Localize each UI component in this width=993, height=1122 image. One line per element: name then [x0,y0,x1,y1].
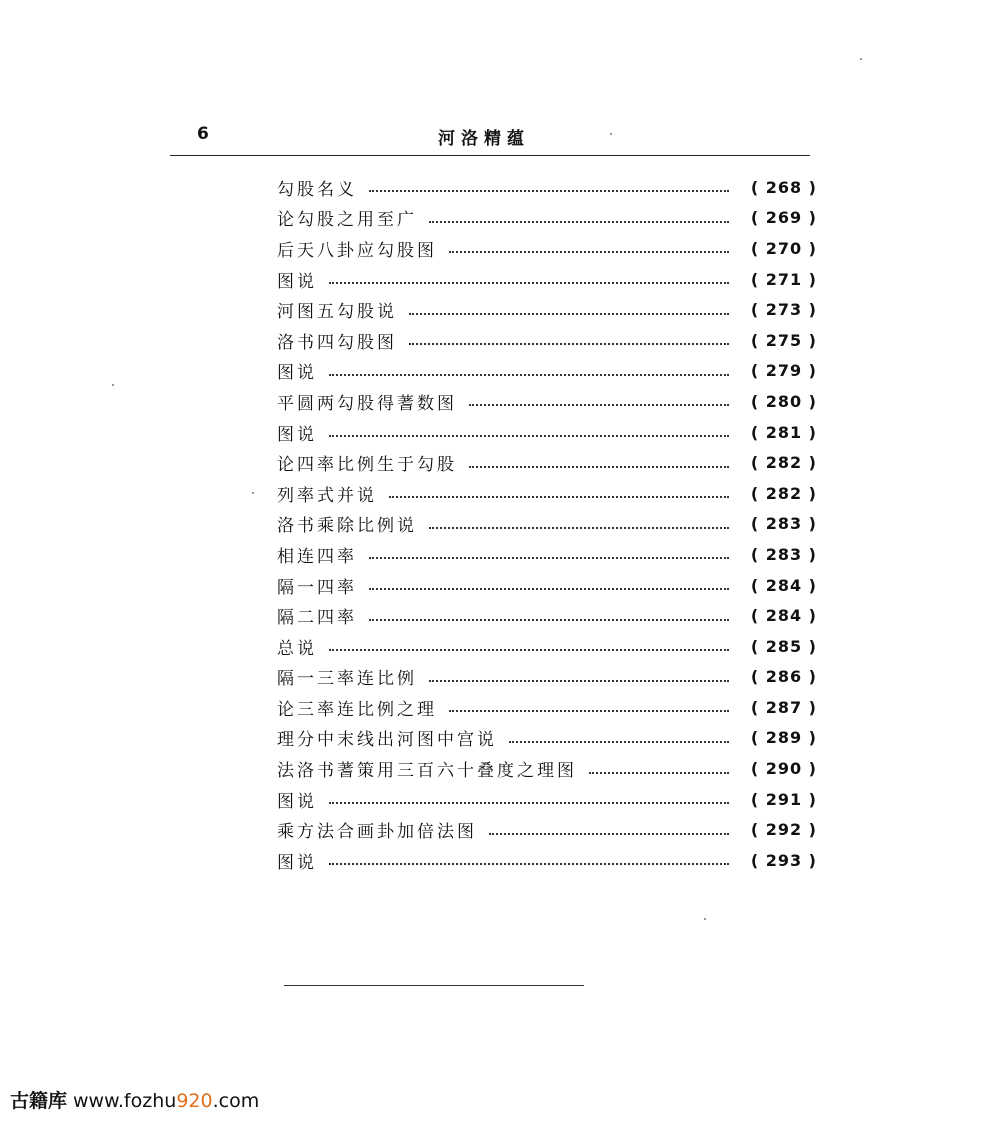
toc-entry [277,386,817,417]
toc-dot-leader [469,464,729,468]
toc-entry [277,845,817,876]
toc-entry-title: 洛书四勾股图 [277,332,397,353]
toc-entry-page: ( 291 ) [750,789,817,809]
toc-entry [277,814,817,845]
header-rule [170,155,810,156]
scan-speck [252,492,254,494]
toc-dot-leader [329,372,729,376]
toc-entry-title: 图说 [277,363,317,384]
toc-entry [277,723,817,754]
toc-entry [277,662,817,693]
scan-speck [610,133,612,135]
toc-entry-title: 勾股名义 [277,179,357,200]
running-title: 河洛精蕴 [438,129,530,149]
toc-dot-leader [429,678,729,682]
toc-entry [277,600,817,631]
toc-dot-leader [449,249,729,253]
toc-dot-leader [429,525,729,529]
toc-entry-page: ( 271 ) [750,269,817,289]
toc-entry-title: 总说 [277,638,317,659]
page-number: 6 [197,124,209,144]
toc-entry-title: 理分中末线出河图中宫说 [277,730,497,751]
toc-dot-leader [509,739,729,743]
toc-entry-page: ( 290 ) [750,759,817,779]
toc-dot-leader [449,708,729,712]
toc-entry-title: 列率式并说 [277,485,377,506]
toc-dot-leader [329,861,729,865]
toc-entry-page: ( 281 ) [750,422,817,442]
toc-entry-title: 相连四率 [277,546,357,567]
toc-entry-title: 图说 [277,791,317,812]
toc-dot-leader [369,617,729,621]
toc-entry-title: 论勾股之用至广 [277,210,417,231]
toc-entry-page: ( 292 ) [750,820,817,840]
footer-rule [284,985,584,986]
watermark [10,1086,259,1113]
scan-speck [112,384,114,386]
toc-entry-title: 后天八卦应勾股图 [277,240,437,261]
toc-dot-leader [429,219,729,223]
toc-dot-leader [369,188,729,192]
toc-entry [277,233,817,264]
toc-entry-page: ( 273 ) [750,300,817,320]
toc-dot-leader [329,647,729,651]
toc-entry-page: ( 270 ) [750,238,817,258]
toc-dot-leader [329,433,729,437]
toc-entry [277,692,817,723]
toc-entry-page: ( 284 ) [750,606,817,626]
toc-dot-leader [369,586,729,590]
toc-entry-title: 隔一三率连比例 [277,669,417,690]
toc-entry [277,356,817,387]
toc-entry [277,753,817,784]
toc-entry-page: ( 279 ) [750,361,817,381]
toc-entry-title: 论四率比例生于勾股 [277,455,457,476]
toc-entry-page: ( 283 ) [750,514,817,534]
toc-dot-leader [369,555,729,559]
toc-entry [277,784,817,815]
toc-entry-page: ( 284 ) [750,575,817,595]
toc-entry-page: ( 293 ) [750,850,817,870]
table-of-contents [277,172,817,876]
toc-entry-page: ( 280 ) [750,391,817,411]
toc-dot-leader [409,311,729,315]
toc-entry-page: ( 287 ) [750,697,817,717]
toc-entry-page: ( 268 ) [750,177,817,197]
toc-entry-page: ( 289 ) [750,728,817,748]
scan-speck [704,918,706,920]
toc-entry-title: 论三率连比例之理 [277,699,437,720]
toc-dot-leader [409,341,729,345]
toc-entry [277,264,817,295]
toc-entry [277,203,817,234]
toc-entry-page: ( 285 ) [750,636,817,656]
watermark-url-prefix: www.fozhu [73,1090,177,1112]
toc-entry [277,417,817,448]
toc-entry-title: 乘方法合画卦加倍法图 [277,822,477,843]
toc-entry-page: ( 282 ) [750,483,817,503]
toc-entry-title: 洛书乘除比例说 [277,516,417,537]
toc-entry-title: 平圆两勾股得蓍数图 [277,393,457,414]
toc-entry [277,447,817,478]
watermark-url-number: 920 [176,1090,213,1112]
toc-entry [277,570,817,601]
toc-entry-title: 图说 [277,271,317,292]
toc-entry [277,478,817,509]
toc-entry-page: ( 269 ) [750,208,817,228]
toc-entry [277,539,817,570]
toc-entry [277,172,817,203]
watermark-site-name: 古籍库 [10,1090,68,1112]
toc-entry-page: ( 286 ) [750,667,817,687]
toc-entry-title: 隔一四率 [277,577,357,598]
toc-entry [277,631,817,662]
toc-entry-page: ( 283 ) [750,544,817,564]
toc-dot-leader [589,770,729,774]
watermark-url-suffix: .com [212,1090,260,1112]
toc-dot-leader [469,402,729,406]
toc-entry-title: 河图五勾股说 [277,302,397,323]
scan-speck [860,58,862,60]
toc-entry [277,509,817,540]
toc-entry-page: ( 275 ) [750,330,817,350]
toc-entry [277,294,817,325]
toc-entry-title: 法洛书蓍策用三百六十叠度之理图 [277,761,577,782]
toc-entry-title: 隔二四率 [277,608,357,629]
toc-dot-leader [489,831,729,835]
toc-dot-leader [329,280,729,284]
toc-dot-leader [389,494,729,498]
toc-dot-leader [329,800,729,804]
toc-entry-title: 图说 [277,424,317,445]
toc-entry [277,325,817,356]
toc-entry-page: ( 282 ) [750,453,817,473]
toc-entry-title: 图说 [277,852,317,873]
